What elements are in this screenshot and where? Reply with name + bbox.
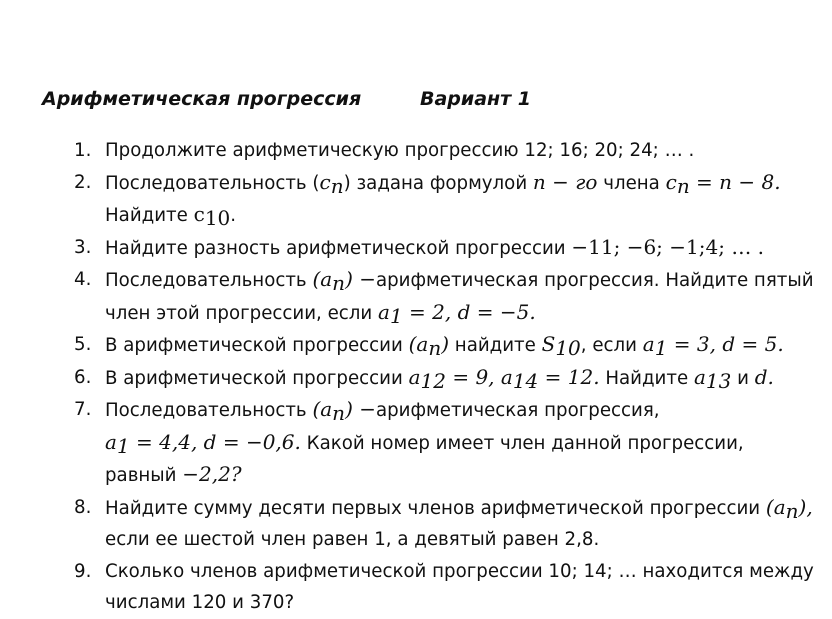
task-text: арифметическая прогрессия, (375, 400, 660, 421)
task-text: В арифметической прогрессии (105, 335, 409, 356)
formula-an: (a (765, 494, 786, 519)
task-number: 4. (74, 269, 92, 290)
task-number: 3. (74, 236, 92, 258)
formula-a: a (408, 364, 421, 389)
formula-a: a (105, 429, 117, 454)
formula-sub: n (676, 173, 690, 198)
task-text: и (731, 367, 755, 389)
task-item (74, 362, 814, 395)
task-text: арифметическая прогрессия. Найдите пятый член этой прогрессии, если (105, 270, 814, 324)
formula-an-close: ) − (345, 267, 376, 291)
formula-an: (a (408, 332, 429, 356)
formula-sub: 10 (204, 206, 231, 230)
formula-sub: n (330, 173, 344, 198)
formula-value: −2,2? (182, 462, 242, 486)
task-text: В арифметической прогрессии (105, 367, 409, 389)
task-item (74, 135, 814, 167)
task-text: Найдите (599, 367, 694, 389)
formula-an: (a (312, 267, 333, 291)
formula-an-close: ), (798, 494, 813, 519)
formula-a: a (693, 364, 706, 389)
task-number: 8. (74, 496, 92, 518)
variant-label: Вариант 1 (420, 88, 532, 110)
task-item (74, 394, 814, 492)
task-text: Продолжите арифметическую прогрессию 12; 16; 20; 24; … . (105, 140, 695, 161)
formula-rhs: = 3, d = 5. (667, 332, 784, 356)
formula-sub: 1 (389, 303, 403, 328)
task-item (74, 329, 814, 362)
formula-d: d. (754, 364, 774, 389)
formula-rhs: = 4,4, d = −0,6. (129, 429, 301, 454)
formula-mid: = 9, a (445, 364, 513, 389)
task-number: 7. (74, 399, 92, 420)
task-item (74, 556, 814, 619)
formula-sub: 13 (705, 368, 732, 393)
formula-sub: 10 (555, 336, 581, 360)
task-text: Найдите сумму десяти первых членов арифметической прогрессии (105, 497, 766, 519)
formula-s: S (541, 332, 556, 356)
formula-rhs: = 12. (538, 364, 600, 389)
formula-sub: 14 (512, 368, 539, 393)
task-number: 2. (74, 171, 92, 193)
task-number: 6. (74, 366, 92, 388)
formula-c: c (319, 169, 331, 194)
formula-an: (a (312, 397, 333, 421)
worksheet-title: Арифметическая прогрессия (42, 88, 362, 110)
formula-c: c (193, 202, 205, 226)
task-text: Найдите разность арифметической прогрессии (105, 237, 572, 259)
formula-sub: n (428, 336, 442, 360)
formula-c: c (665, 169, 677, 194)
task-number: 9. (74, 560, 92, 582)
formula-sub: 1 (654, 336, 668, 360)
formula-a: a (378, 299, 390, 324)
task-text: члена (597, 172, 666, 194)
task-text: Какой номер имеет член данной прогрессии, равный (105, 432, 744, 486)
formula-rhs: = 2, d = −5. (402, 299, 536, 324)
formula-rhs: = n − 8. (689, 169, 781, 194)
task-text: , если (580, 335, 643, 356)
formula-sub: n (785, 498, 799, 523)
formula-sub: 1 (116, 433, 130, 458)
task-text: Последовательность (105, 270, 313, 291)
formula-sequence: −11; −6; −1;4; … . (571, 234, 765, 259)
task-list (74, 135, 814, 619)
worksheet-header (42, 88, 802, 116)
task-text: Сколько членов арифметической прогрессии 10; 14; … находится между числами 120 и 370? (105, 560, 814, 613)
formula-sub: n (332, 401, 346, 425)
task-item (74, 232, 814, 265)
task-text: Найдите (105, 205, 194, 226)
task-text: ) задана формулой (343, 172, 533, 194)
task-text: Последовательность (105, 400, 313, 421)
formula-an-close: ) − (345, 397, 376, 421)
task-text: Последовательность ( (105, 172, 320, 194)
task-text: если ее шестой член равен 1, а девятый равен 2,8. (105, 529, 600, 550)
task-text: найдите (449, 335, 542, 356)
task-item (74, 264, 814, 329)
formula-a: a (642, 332, 655, 356)
task-number: 1. (74, 140, 92, 161)
task-number: 5. (74, 334, 92, 355)
task-text: . (230, 205, 237, 226)
formula-an-close: ) (441, 332, 450, 356)
task-item (74, 167, 814, 232)
formula-sub: 12 (420, 368, 446, 393)
formula-sub: n (332, 271, 346, 295)
task-item (74, 492, 814, 556)
formula-n-th: n − го (532, 169, 598, 194)
